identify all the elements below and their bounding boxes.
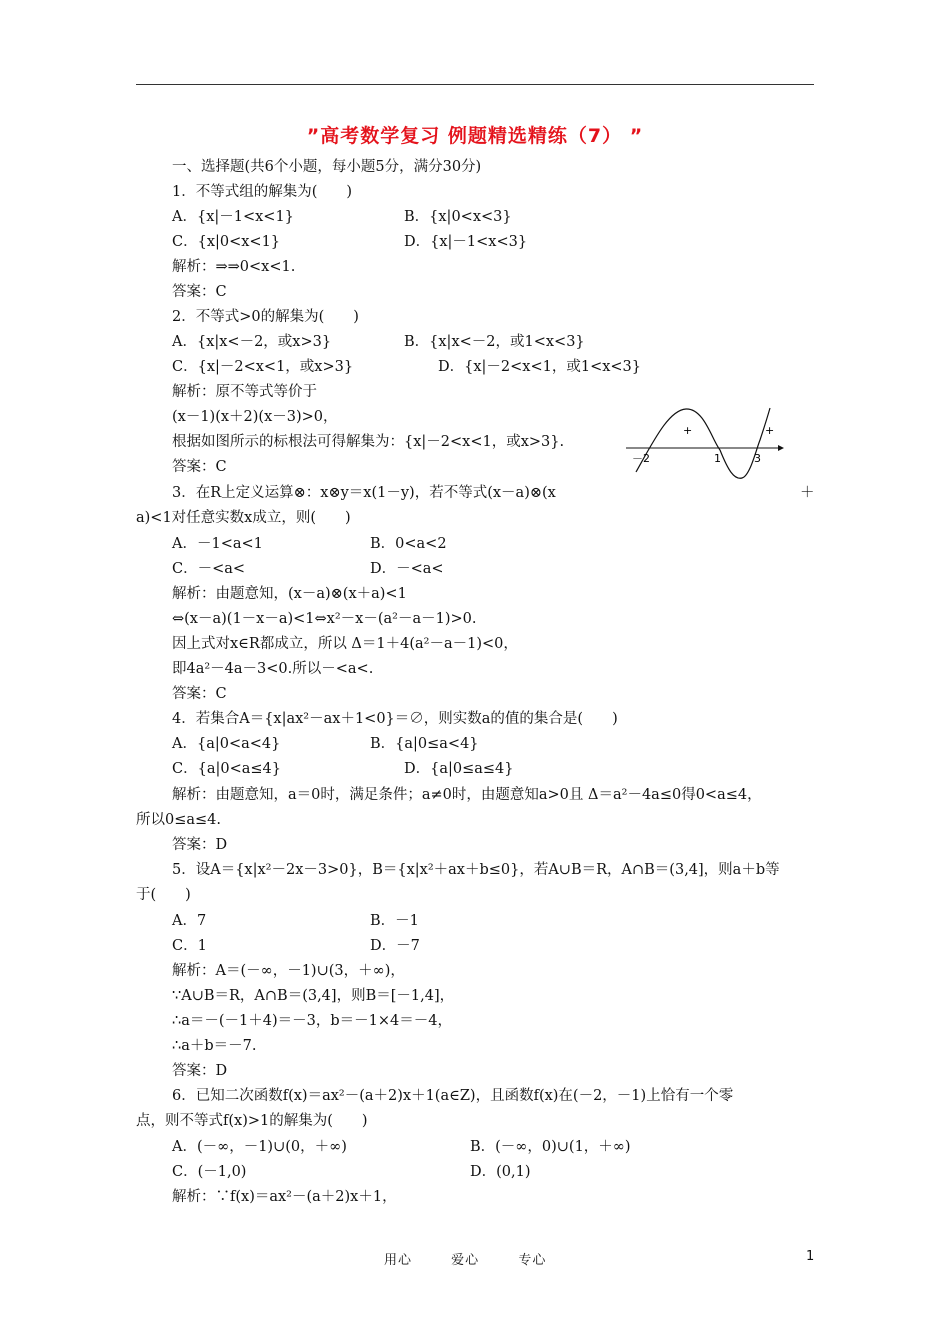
text-line: 即4a²－4a－3<0.所以－<a<. (172, 661, 374, 677)
footer-item: 爱心 (451, 1253, 480, 1268)
tick-label-1: 1 (714, 452, 721, 465)
text-line: A．{x|－1<x<1} (172, 209, 294, 225)
text-line: 答案：C (172, 284, 227, 300)
text-line: 解析：由题意知，(x－a)⊗(x＋a)<1 (172, 586, 407, 602)
sign-plus-1: + (683, 424, 693, 437)
text-line: C．{x|－2<x<1，或x>3} (172, 359, 354, 375)
text-line: 解析：原不等式等价于 (172, 384, 317, 400)
text-line: 根据如图所示的标根法可得解集为：{x|－2<x<1，或x>3}. (172, 434, 565, 450)
text-line: C．1 (172, 938, 207, 954)
sign-curve (636, 408, 770, 478)
text-line: B．{x|x<－2，或1<x<3} (404, 334, 585, 350)
text-line: ∴a＝－(－1＋4)＝－3，b＝－1×4＝－4， (172, 1013, 452, 1029)
text-line: C．(－1,0) (172, 1164, 247, 1180)
text-line: 解析：∵f(x)＝ax²－(a＋2)x＋1， (172, 1189, 397, 1205)
text-line: B．－1 (370, 913, 419, 929)
text-line: 答案：C (172, 459, 227, 475)
text-line: B．{a|0≤a<4} (370, 736, 479, 752)
text-line: C．{x|0<x<1} (172, 234, 281, 250)
text-line: ∴a＋b＝－7. (172, 1038, 257, 1054)
page-number: 1 (806, 1249, 815, 1264)
text-line: 一、选择题(共6个小题，每小题5分，满分30分) (172, 159, 482, 175)
page-title: ”高考数学复习 例题精选精练（7） ” (306, 125, 644, 147)
text-line: 2．不等式>0的解集为( ) (172, 309, 359, 325)
text-line: a)<1对任意实数x成立，则( ) (136, 510, 351, 526)
footer-slogan (384, 1249, 580, 1268)
text-line: D．(0,1) (470, 1164, 531, 1180)
tick-label-3: 3 (754, 452, 761, 465)
text-line: 解析：⇒⇒0<x<1. (172, 259, 296, 275)
text-line: 解析：由题意知，a＝0时，满足条件；a≠0时，由题意知a>0且 Δ＝a²－4a≤0得0<a≤4， (172, 787, 762, 803)
text-line: 于( ) (136, 887, 191, 903)
text-line: C．{a|0<a≤4} (172, 761, 281, 777)
text-line: D．{x|－2<x<1，或1<x<3} (438, 359, 641, 375)
text-line: 所以0≤a≤4. (136, 812, 222, 828)
text-line: A．{x|x<－2，或x>3} (172, 334, 332, 350)
text-line: A．(－∞，－1)∪(0，＋∞) (172, 1139, 347, 1155)
text-line: 因上式对x∈R都成立，所以 Δ＝1＋4(a²－a－1)<0， (172, 636, 518, 652)
text-line: A．－1<a<1 (172, 536, 263, 552)
text-line: 解析：A＝(－∞，－1)∪(3，＋∞)， (172, 963, 405, 979)
text-line: D．－<a< (370, 561, 444, 577)
text-line: ⇔(x－a)(1－x－a)<1⇔x²－x－(a²－a－1)>0. (172, 611, 477, 627)
text-line: 5．设A＝{x|x²－2x－3>0}，B＝{x|x²＋ax＋b≤0}，若A∪B＝R，A∩B＝(3,4]，则a＋b等 (172, 862, 780, 878)
text-line: 4．若集合A＝{x|ax²－ax＋1<0}＝∅，则实数a的值的集合是( ) (172, 711, 618, 727)
sign-chart-figure (624, 400, 784, 482)
text-line: B．0<a<2 (370, 536, 447, 552)
text-line: ∵A∪B＝R，A∩B＝(3,4]，则B＝[－1,4]， (172, 988, 455, 1004)
text-line: 答案：C (172, 686, 227, 702)
text-line: 答案：D (172, 1063, 228, 1079)
footer-item: 专心 (518, 1253, 547, 1268)
text-line: B．{x|0<x<3} (404, 209, 512, 225)
text-line: B．(－∞，0)∪(1，＋∞) (470, 1139, 631, 1155)
footer-item: 用心 (384, 1253, 413, 1268)
text-line: (x－1)(x＋2)(x－3)>0， (172, 409, 338, 425)
text-line: 点，则不等式f(x)>1的解集为( ) (136, 1113, 368, 1129)
text-line: ＋ (800, 485, 815, 501)
header-rule (136, 84, 814, 85)
text-line: A．7 (172, 913, 207, 929)
text-line: 3．在R上定义运算⊗：x⊗y＝x(1－y)，若不等式(x－a)⊗(x (172, 485, 556, 501)
text-line: D．{x|－1<x<3} (404, 234, 528, 250)
text-line: A．{a|0<a<4} (172, 736, 281, 752)
text-line: D．{a|0≤a≤4} (404, 761, 514, 777)
text-line: D．－7 (370, 938, 420, 954)
text-line: C．－<a< (172, 561, 246, 577)
x-axis-arrow-icon (778, 445, 784, 451)
text-line: 6．已知二次函数f(x)＝ax²－(a＋2)x＋1(a∈Z)，且函数f(x)在(－2，－1)上恰有一个零 (172, 1088, 734, 1104)
text-line: 答案：D (172, 837, 228, 853)
sign-plus-2: + (765, 424, 775, 437)
text-line: 1．不等式组的解集为( ) (172, 184, 353, 200)
tick-label-neg2: －2 (632, 452, 650, 465)
